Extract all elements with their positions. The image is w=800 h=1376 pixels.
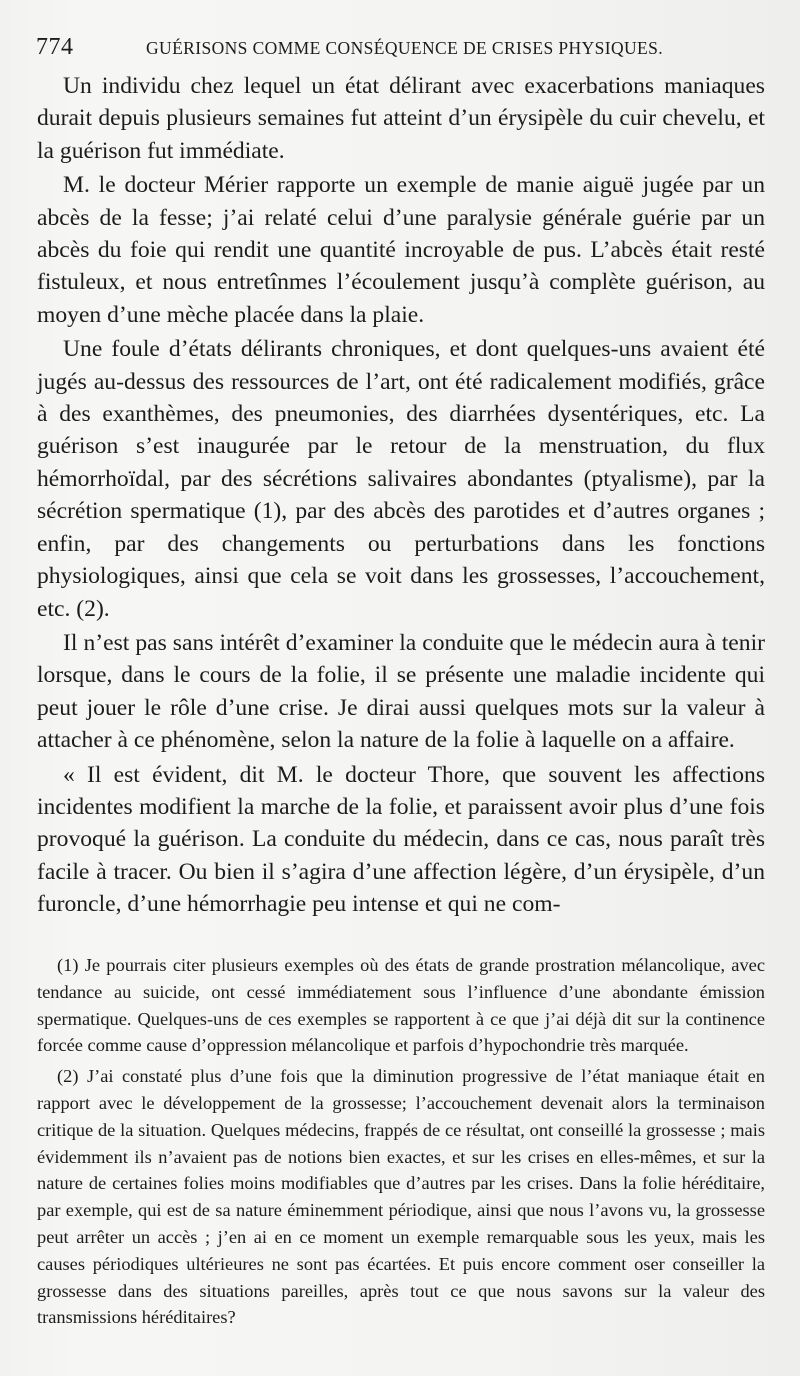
page-header (36, 34, 770, 62)
running-title: GUÉRISONS COMME CONSÉQUENCE DE CRISES PHYSIQUES. (146, 38, 664, 58)
footnote-text: J’ai constaté plus d’une fois que la diminution progressive de l’état maniaque était en rapport avec le développement de la grossesse; l’accouchement devenait alors la terminaison critique de la situation. Quelques médecins, frappés de ce résultat, ont conseillé la grossesse ; mais évidemment ils n’avaient pas de notions bien exactes, et sur les crises en elles-mêmes, et sur la nature de certaines folies moins modifiables que d’autres par les crises. Dans la folie héréditaire, par exemple, qui est de sa nature éminemment périodique, ainsi que nous l’avons vu, la grossesse peut arrêter un accès ; j’en ai en ce moment un exemple remarquable sous les yeux, mais les causes périodiques ultérieures ne sont pas écartées. Et puis encore comment oser conseiller la grossesse dans des situations pareilles, après tout ce que nous savons sur la valeur des transmissions héréditaires? (37, 1066, 765, 1328)
footnote-text: Je pourrais citer plusieurs exemples où des états de grande prostration mélancolique, avec tendance au suicide, ont cessé immédiatement sous l’influence d’une abondante émission spermatique. Quelques-uns de ces exemples se rapportent à ce que j’ai déjà dit sur la continence forcée comme cause d’oppression mélancolique et parfois d’hypochondrie très marquée. (37, 955, 765, 1056)
footnote-marker: (1) (57, 955, 79, 975)
paragraph: Un individu chez lequel un état délirant avec exacerbations maniaques durait depuis plusieurs semaines fut atteint d’un érysipèle du cuir chevelu, et la guérison fut immédiate. (37, 73, 765, 164)
page-number: 774 (36, 34, 74, 60)
paragraph: Il n’est pas sans intérêt d’examiner la conduite que le médecin aura à tenir lorsque, dans le cours de la folie, il se présente une maladie incidente qui peut jouer le rôle d’une crise. Je dirai aussi quelques mots sur la valeur à attacher à ce phénomène, selon la nature de la folie à laquelle on a affaire. (37, 629, 765, 754)
footnotes (37, 952, 765, 1335)
paragraph: Une foule d’états délirants chroniques, et dont quelques-uns avaient été jugés au-dessus des ressources de l’art, ont été radicalement modifiés, grâce à des exanthèmes, des pneumonies, des diarrhées dysentériques, etc. La guérison s’est inaugurée par le retour de la menstruation, du flux hémorrhoïdal, par des sécrétions salivaires abondantes (ptyalisme), par la sécrétion spermatique (1), par des abcès des parotides et d’autres organes ; enfin, par des changements ou perturbations dans les fonctions physiologiques, ainsi que cela se voit dans les grossesses, l’accouchement, etc. (2). (37, 336, 765, 622)
paragraph: M. le docteur Mérier rapporte un exemple de manie aiguë jugée par un abcès de la fesse; j’ai relaté celui d’une paralysie générale guérie par un abcès du foie qui rendit une quantité incroyable de pus. L’abcès était resté fistuleux, et nous entretînmes l’écoulement jusqu’à complète guérison, au moyen d’une mèche placée dans la plaie. (37, 172, 765, 328)
paragraph: « Il est évident, dit M. le docteur Thore, que souvent les affections incidentes modifient la marche de la folie, et paraissent avoir plus d’une fois provoqué la guérison. La conduite du médecin, dans ce cas, nous paraît très facile à tracer. Ou bien il s’agira d’une affection légère, d’un érysipèle, d’un furoncle, d’une hémorrhagie peu intense et qui ne com- (37, 761, 765, 918)
main-text (37, 70, 765, 923)
footnote (37, 952, 765, 1059)
footnote-marker: (2) (57, 1066, 79, 1087)
footnote (37, 1063, 765, 1331)
